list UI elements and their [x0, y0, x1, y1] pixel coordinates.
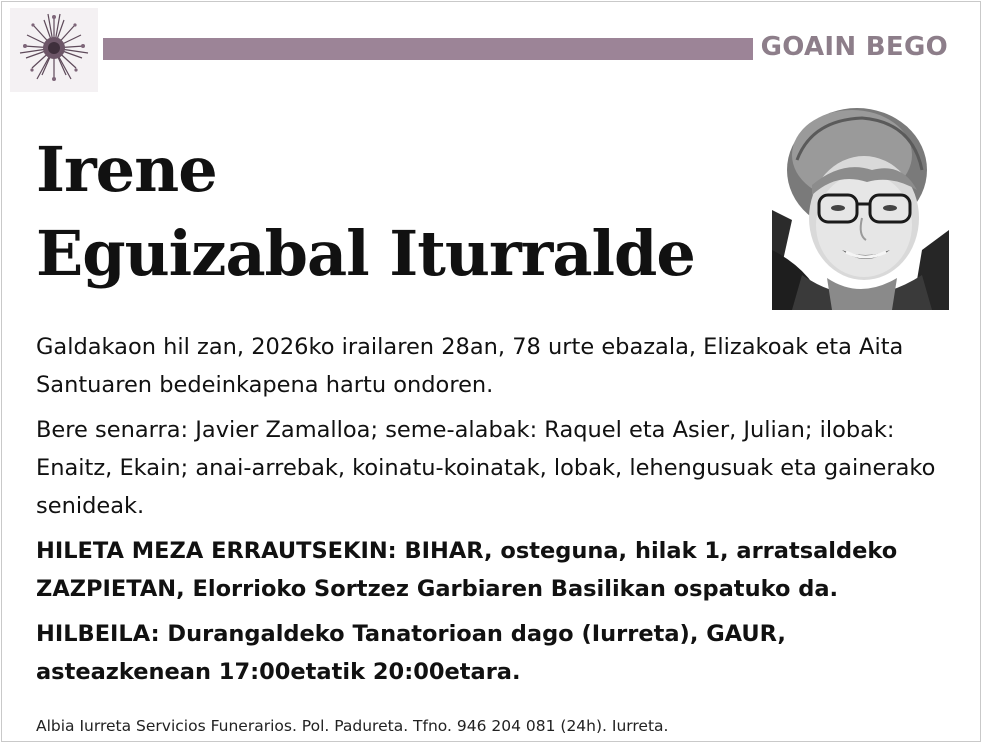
- header-accent-bar: [103, 38, 753, 60]
- family-list: Bere senarra: Javier Zamalloa; seme-alabak: Raquel eta Asier, Julian; ilobak: Enaitz, Ekain; anai-arrebak, koinatu-koinatak, lobak, lehengusuak eta gainerako senideak.: [36, 417, 936, 519]
- funeral-mass: HILETA MEZA ERRAUTSEKIN: BIHAR, osteguna, hilak 1, arratsaldeko ZAZPIETAN, Elorrioko Sortzez Garbiaren Basilikan ospatuko da.: [36, 538, 898, 602]
- announcement-body: [36, 328, 966, 698]
- portrait-photo: [772, 100, 949, 310]
- section-title: GOAIN BEGO: [760, 32, 948, 62]
- deceased-name: [36, 128, 695, 296]
- funeral-home-footer: Albia Iurreta Servicios Funerarios. Pol. Padureta. Tfno. 946 204 081 (24h). Iurreta.: [36, 717, 669, 735]
- wake-info: HILBEILA: Durangaldeko Tanatorioan dago (Iurreta), GAUR, asteazkenean 17:00etatik 20:00etara.: [36, 621, 786, 685]
- first-name: Irene: [36, 133, 217, 206]
- thistle-flower-icon: [10, 8, 98, 92]
- surnames: Eguizabal Iturralde: [36, 217, 695, 290]
- death-notice: Galdakaon hil zan, 2026ko irailaren 28an, 78 urte ebazala, Elizakoak eta Aita Santuaren bedeinkapena hartu ondoren.: [36, 334, 904, 398]
